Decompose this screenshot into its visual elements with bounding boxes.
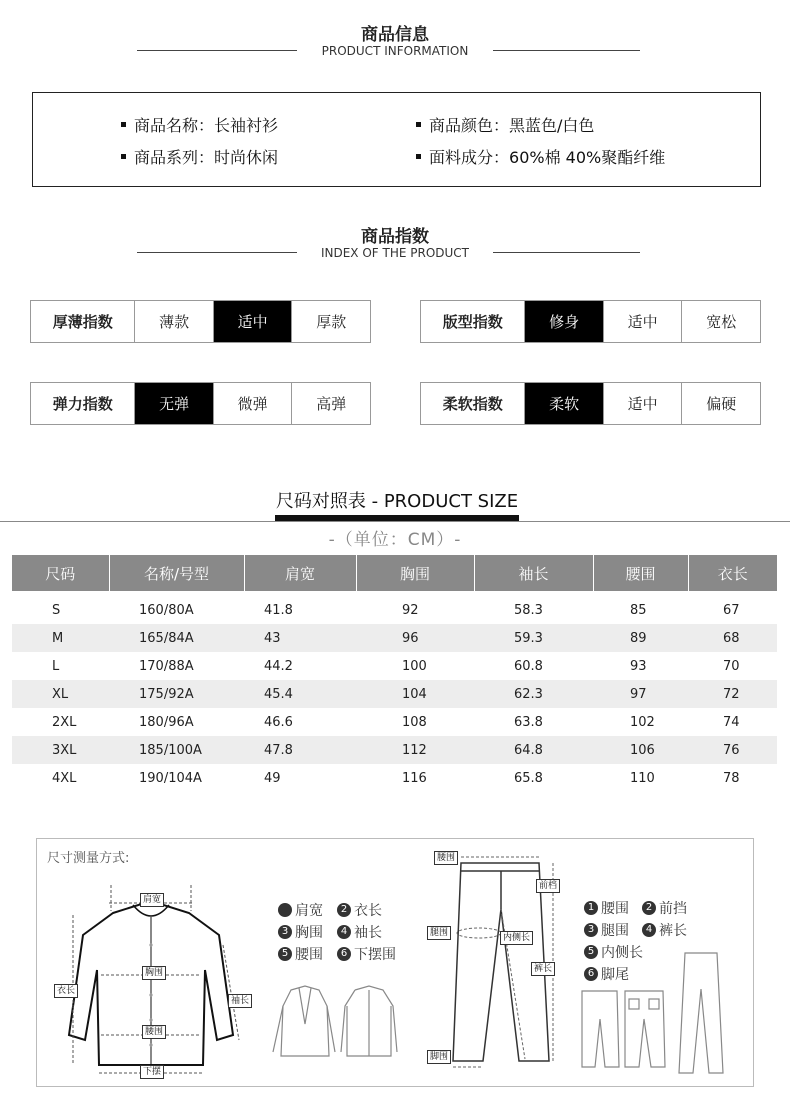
index-option: 修身 (524, 301, 603, 342)
shirt-legend-6: 6 下摆围 (337, 944, 396, 964)
table-cell: 165/84A (109, 624, 244, 652)
table-cell: 63.8 (514, 714, 543, 730)
shirt-legend-2: 2 衣长 (337, 900, 382, 920)
info-title-cn: 商品信息 (361, 25, 429, 45)
table-cell: 76 (688, 736, 777, 764)
table-cell: 62.3 (474, 680, 593, 708)
index-option: 微弹 (213, 383, 292, 424)
shirt-legend-1: 肩宽 (278, 900, 323, 920)
size-chart-title: 尺码对照表 - PRODUCT SIZE (275, 491, 519, 512)
table-cell: 4XL (52, 770, 77, 786)
table-cell: 68 (688, 624, 777, 652)
index-option: 适中 (213, 301, 292, 342)
column-header: 名称/号型 (109, 555, 244, 591)
index-option: 宽松 (681, 301, 760, 342)
tag-pants-waist: 腰围 (434, 851, 458, 865)
index-title-cn: 商品指数 (361, 227, 429, 247)
tag-sleeve: 袖长 (228, 994, 252, 1008)
table-cell: 67 (723, 602, 740, 618)
tag-pants-hem: 脚围 (427, 1050, 451, 1064)
table-cell: 45.4 (244, 680, 356, 708)
table-cell: 190/104A (139, 770, 202, 786)
index-title-en: INDEX OF THE PRODUCT (320, 246, 470, 260)
tag-length: 衣长 (54, 984, 78, 998)
table-cell: 112 (356, 736, 474, 764)
info-item-color: 商品颜色：黑蓝色/白色 (416, 113, 594, 136)
pants-legend-1: 1 腰围 (584, 898, 629, 918)
table-row (12, 624, 777, 652)
table-row (12, 680, 777, 708)
size-table-header (12, 555, 777, 591)
table-cell: 70 (723, 658, 740, 674)
table-cell: 96 (356, 624, 474, 652)
pants-legend-5: 5 内侧长 (584, 942, 643, 962)
table-cell: 58.3 (514, 602, 543, 618)
table-cell: 49 (264, 770, 281, 786)
column-header: 衣长 (688, 555, 777, 591)
table-cell: 106 (593, 736, 688, 764)
table-cell: 72 (688, 680, 777, 708)
shirt-legend-4: 4 袖长 (337, 922, 382, 942)
table-cell: 175/92A (109, 680, 244, 708)
index-elasticity (30, 382, 371, 425)
index-option: 适中 (603, 383, 682, 424)
tag-pants-length: 裤长 (531, 962, 555, 976)
table-cell: 185/100A (109, 736, 244, 764)
table-cell: 93 (630, 658, 647, 674)
tag-waist: 腰围 (142, 1025, 166, 1039)
pants-legend-6: 6 脚尾 (584, 964, 629, 984)
table-cell: 47.8 (244, 736, 356, 764)
index-label: 版型指数 (442, 313, 503, 331)
tag-rise: 前档 (536, 879, 560, 893)
table-cell: 43 (244, 624, 356, 652)
index-label: 柔软指数 (442, 395, 503, 413)
jacket-sketch-icon (271, 984, 401, 1062)
table-cell: S (52, 602, 61, 618)
table-cell: 108 (402, 714, 427, 730)
tag-shoulder: 肩宽 (140, 893, 164, 907)
index-option: 无弹 (134, 383, 213, 424)
table-cell: 85 (630, 602, 647, 618)
pants-sketch-icon (577, 949, 747, 1079)
info-item-series: 商品系列：时尚休闲 (121, 145, 278, 168)
table-cell: 41.8 (264, 602, 293, 618)
table-row (12, 596, 777, 624)
table-cell: 64.8 (474, 736, 593, 764)
index-thickness (30, 300, 371, 343)
measurement-title: 尺寸测量方式: (47, 851, 130, 866)
table-cell: XL (12, 680, 109, 708)
index-option: 厚款 (291, 301, 370, 342)
table-cell: 65.8 (514, 770, 543, 786)
tag-thigh: 腿围 (427, 926, 451, 940)
table-cell: 74 (723, 714, 740, 730)
table-cell: 104 (356, 680, 474, 708)
table-cell: 3XL (12, 736, 109, 764)
tag-inseam: 内侧长 (500, 931, 533, 945)
table-cell: 180/96A (139, 714, 194, 730)
tag-hem: 下摆 (140, 1065, 164, 1079)
index-option: 薄款 (134, 301, 213, 342)
info-item-name: 商品名称：长袖衬衫 (121, 113, 278, 136)
column-header: 尺码 (12, 555, 109, 591)
table-cell: 116 (402, 770, 427, 786)
info-item-fabric: 面料成分：60%棉 40%聚酯纤维 (416, 145, 665, 168)
table-cell: 110 (630, 770, 655, 786)
size-table (12, 555, 777, 792)
index-option: 柔软 (524, 383, 603, 424)
column-header: 袖长 (474, 555, 593, 591)
table-cell: 46.6 (264, 714, 293, 730)
column-header: 肩宽 (244, 555, 356, 591)
divider-right (493, 252, 640, 253)
pants-legend-3: 3 腿围 (584, 920, 629, 940)
product-info-box (32, 92, 761, 187)
table-cell: 78 (723, 770, 740, 786)
shirt-legend-3: 3 胸围 (278, 922, 323, 942)
table-row (12, 736, 777, 764)
info-title-en: PRODUCT INFORMATION (321, 44, 469, 58)
index-option: 偏硬 (681, 383, 760, 424)
table-cell: 44.2 (264, 658, 293, 674)
index-fit (420, 300, 761, 343)
index-label: 厚薄指数 (52, 313, 113, 331)
table-cell: 59.3 (474, 624, 593, 652)
pants-legend-2: 2 前挡 (642, 898, 687, 918)
pants-legend-4: 4 裤长 (642, 920, 687, 940)
column-header: 腰围 (593, 555, 688, 591)
index-option: 高弹 (291, 383, 370, 424)
column-header: 胸围 (356, 555, 474, 591)
index-option: 适中 (603, 301, 682, 342)
table-cell: L (52, 658, 60, 674)
table-cell: 2XL (52, 714, 77, 730)
table-cell: 170/88A (139, 658, 194, 674)
table-cell: 160/80A (139, 602, 194, 618)
table-row (12, 764, 777, 792)
table-cell: 100 (402, 658, 427, 674)
table-cell: 60.8 (514, 658, 543, 674)
table-cell: 102 (630, 714, 655, 730)
divider-right (493, 50, 640, 51)
index-label: 弹力指数 (52, 395, 113, 413)
table-row (12, 652, 777, 680)
table-cell: 92 (402, 602, 419, 618)
table-row (12, 708, 777, 736)
size-unit: -（单位：CM）- (328, 530, 462, 550)
table-cell: M (12, 624, 109, 652)
size-divider (0, 521, 790, 522)
table-cell: 97 (593, 680, 688, 708)
tag-chest: 胸围 (142, 966, 166, 980)
shirt-legend-5: 5 腰围 (278, 944, 323, 964)
index-softness (420, 382, 761, 425)
table-cell: 89 (593, 624, 688, 652)
measurement-guide (36, 838, 754, 1087)
